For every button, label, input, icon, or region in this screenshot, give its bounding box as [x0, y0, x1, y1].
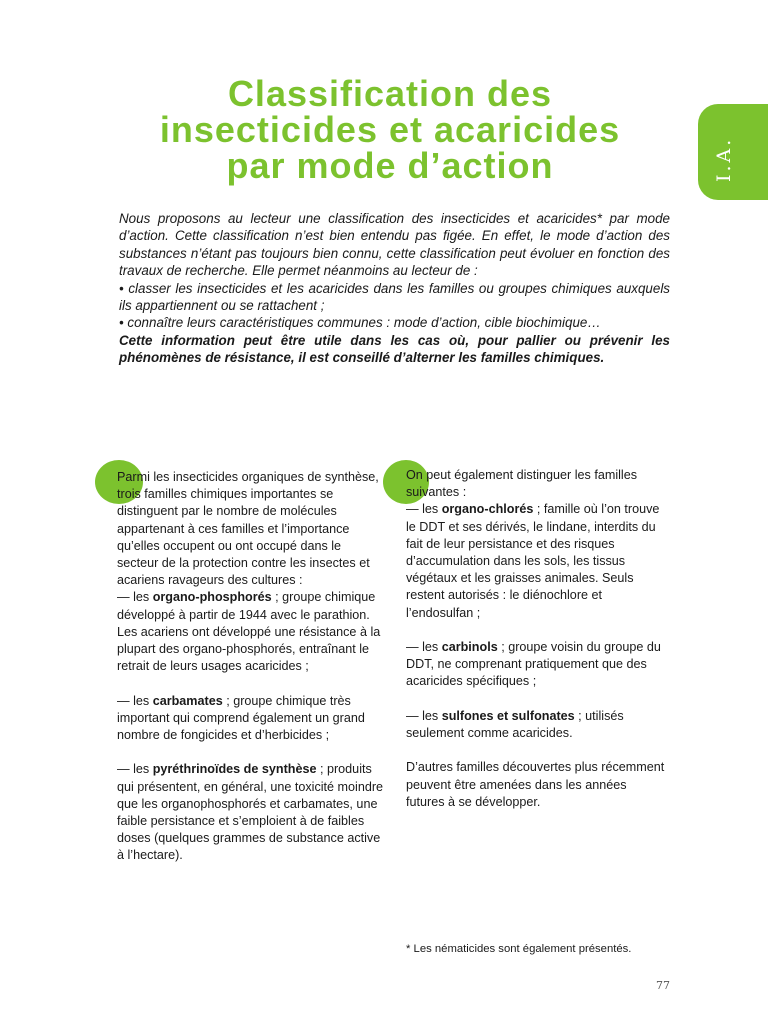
- title-line-2: insecticides et acaricides: [159, 109, 621, 150]
- dash-prefix: — les: [117, 762, 153, 777]
- section-tab: [698, 104, 768, 200]
- footnote: * Les nématicides sont également présentés.: [406, 943, 632, 955]
- dash-prefix: — les: [406, 640, 442, 655]
- family-term: pyréthrinoïdes de synthèse: [152, 762, 317, 777]
- section-tab-label: I.A.: [713, 136, 735, 182]
- family-description: ; groupe voisin du groupe du DDT, ne comprenant pratiquement que des acaricides spécifiques ;: [406, 640, 661, 689]
- intro-paragraph: Nous proposons au lecteur une classification des insecticides et acaricides* par mode d’action. Cette classification n’est bien entendu pas figée. En effet, le mode d’action des substances n’étant pas toujours bien connu, cette classification peut évoluer en fonction des travaux de recherche. Elle permet néanmoins au lecteur de :: [119, 211, 670, 279]
- right-column: [406, 467, 668, 811]
- right-outro: D’autres familles découvertes plus récemment peuvent être amenées dans les années futures à se développer.: [406, 760, 665, 809]
- family-sulfones: [406, 708, 668, 742]
- family-description: ; groupe chimique développé à partir de 1944 avec le parathion. Les acariens ont développé une résistance à la plupart des organo-phosphorés, entraînant le retrait de leurs usages acaricides ;: [117, 590, 381, 674]
- family-term: carbamates: [152, 693, 223, 708]
- family-description: ; famille où l’on trouve le DDT et ses dérivés, le lindane, interdits du fait de leur persistance et des risques d’accumulation dans les sols, les tissus végétaux et les graisses animales. Seuls restent autorisés : le diénochlore et l’endosulfan ;: [406, 502, 660, 620]
- family-term: organo-chlorés: [441, 502, 534, 517]
- family-term: carbinols: [441, 640, 498, 655]
- family-organo-chlores: [406, 501, 668, 621]
- page-number: 77: [656, 979, 670, 992]
- intro-bullet-2: • connaître leurs caractéristiques communes : mode d’action, cible biochimique…: [119, 315, 601, 331]
- right-intro: On peut également distinguer les familles suivantes :: [406, 468, 638, 500]
- dash-prefix: — les: [406, 502, 442, 517]
- page-title: [60, 73, 720, 186]
- family-pyrethrinoides: [117, 761, 385, 864]
- title-line-1: Classification des: [227, 73, 553, 114]
- family-carbinols: [406, 639, 668, 691]
- family-term: organo-phosphorés: [152, 590, 272, 605]
- left-intro: Parmi les insecticides organiques de synthèse, trois familles chimiques importantes se distinguent par le nombre de molécules appartenant à ces familles et l’importance qu’elles occupent ou ont occupé dans le secteur de la protection contre les insectes et acariens ravageurs des cultures :: [117, 470, 379, 588]
- intro-bullet-1: • classer les insecticides et les acaricides dans les familles ou groupes chimiques auxquels ils appartiennent ou se rattachent ;: [119, 280, 670, 314]
- intro-text: [119, 210, 670, 367]
- dash-prefix: — les: [117, 590, 153, 605]
- family-description: ; groupe chimique très important qui comprend également un grand nombre de fongicides et d’herbicides ;: [117, 693, 365, 743]
- title-line-3: par mode d’action: [226, 145, 554, 186]
- left-column: [117, 469, 385, 865]
- family-carbamates: [117, 693, 385, 745]
- intro-bold-note: Cette information peut être utile dans les cas où, pour pallier ou prévenir les phénomènes de résistance, il est conseillé d’alterner les familles chimiques.: [119, 332, 670, 366]
- family-term: sulfones et sulfonates: [441, 708, 575, 723]
- family-description: ; utilisés seulement comme acaricides.: [406, 708, 624, 741]
- family-organo-phosphores: [117, 589, 385, 675]
- dash-prefix: — les: [406, 708, 442, 723]
- family-description: ; produits qui présentent, en général, une toxicité moindre que les organophosphorés et carbamates, une faible persistance et s’emploient à de faibles doses (quelques grammes de substance active à l’hectare).: [117, 762, 384, 863]
- dash-prefix: — les: [117, 693, 153, 708]
